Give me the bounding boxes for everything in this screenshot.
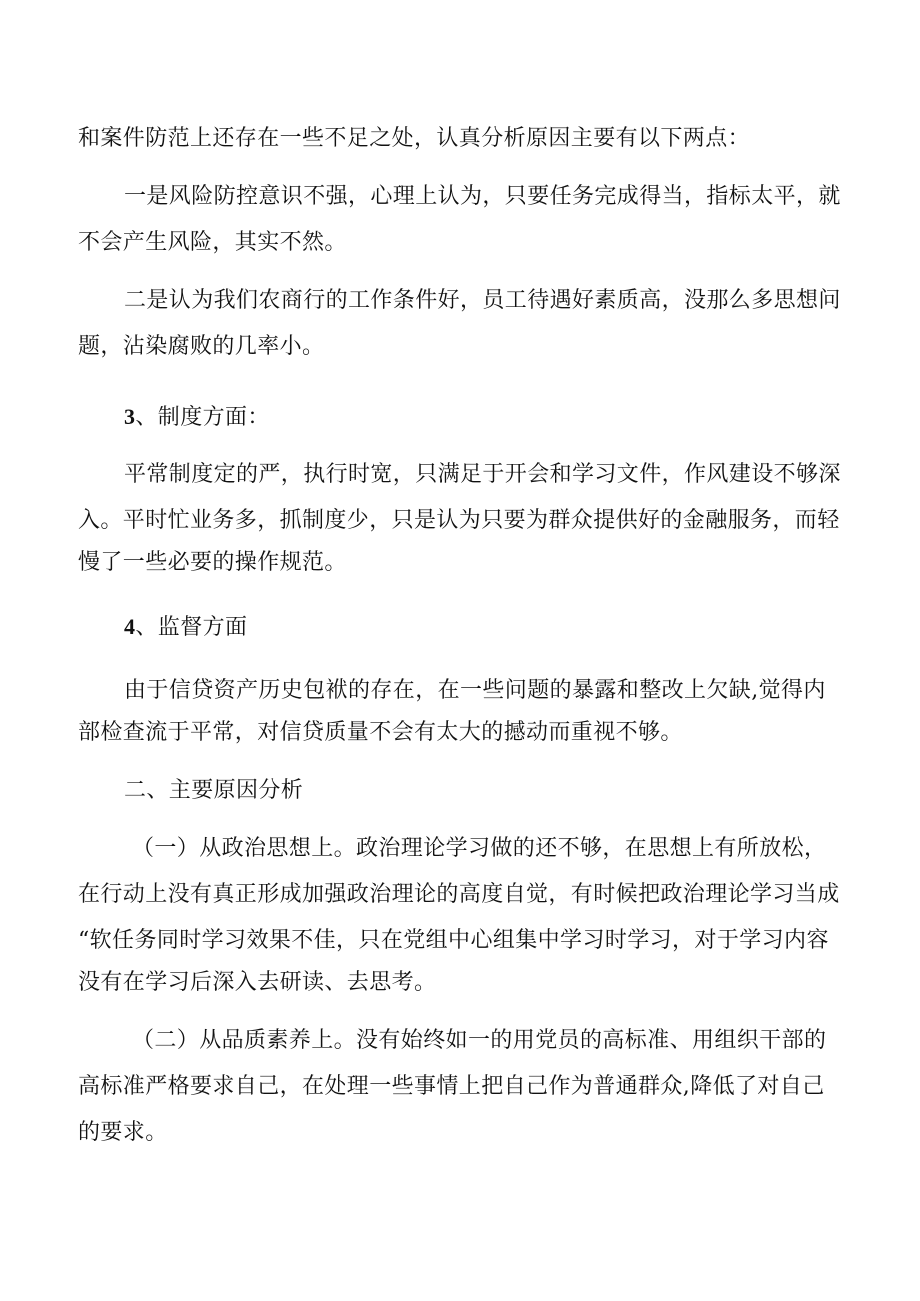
section-heading-institution: [124, 402, 270, 433]
paragraph-line: 一是风险防控意识不强，心理上认为，只要任务完成得当，指标太平，就: [124, 184, 841, 209]
paragraph-line: 平常制度定的严，执行时宽，只满足于开会和学习文件，作风建设不够深: [124, 462, 841, 487]
paragraph-line: 的要求。: [78, 1120, 168, 1145]
section-title: 、监督方面: [135, 615, 248, 640]
paragraph-line: 在行动上没有真正形成加强政治理论的高度自觉，有时候把政治理论学习当成: [78, 882, 840, 907]
paragraph-line: “软任务同时学习效果不佳，只在党组中心组集中学习时学习，对于学习内容: [78, 928, 829, 953]
paragraph-line: （二）从品质素养上。没有始终如一的用党员的高标准、用组织干部的: [132, 1028, 827, 1053]
paragraph-line: 和案件防范上还存在一些不足之处，认真分析原因主要有以下两点：: [78, 126, 751, 151]
section-heading-main-causes: 二、主要原因分析: [124, 778, 304, 803]
paragraph-line: （一）从政治思想上。政治理论学习做的还不够，在思想上有所放松，: [132, 836, 827, 861]
paragraph-line: 高标准严格要求自己，在处理一些事情上把自己作为普通群众,降低了对自己: [78, 1074, 825, 1099]
section-title: 、制度方面：: [135, 405, 270, 430]
paragraph-line: 由于信贷资产历史包袱的存在，在一些问题的暴露和整改上欠缺,觉得内: [124, 678, 826, 703]
paragraph-line: 部检查流于平常，对信贷质量不会有太大的撼动而重视不够。: [78, 720, 683, 745]
paragraph-line: 没有在学习后深入去研读、去思考。: [78, 970, 437, 995]
paragraph-line: 二是认为我们农商行的工作条件好，员工待遇好素质高，没那么多思想问: [124, 288, 841, 313]
paragraph-line: 不会产生风险，其实不然。: [78, 230, 347, 255]
paragraph-line: 入。平时忙业务多，抓制度少，只是认为只要为群众提供好的金融服务，而轻: [78, 508, 840, 533]
section-number: 4: [124, 614, 136, 639]
section-heading-supervision: [124, 612, 247, 643]
paragraph-line: 题，沾染腐败的几率小。: [78, 334, 325, 359]
paragraph-line: 慢了一些必要的操作规范。: [78, 550, 347, 575]
section-number: 3: [124, 404, 136, 429]
